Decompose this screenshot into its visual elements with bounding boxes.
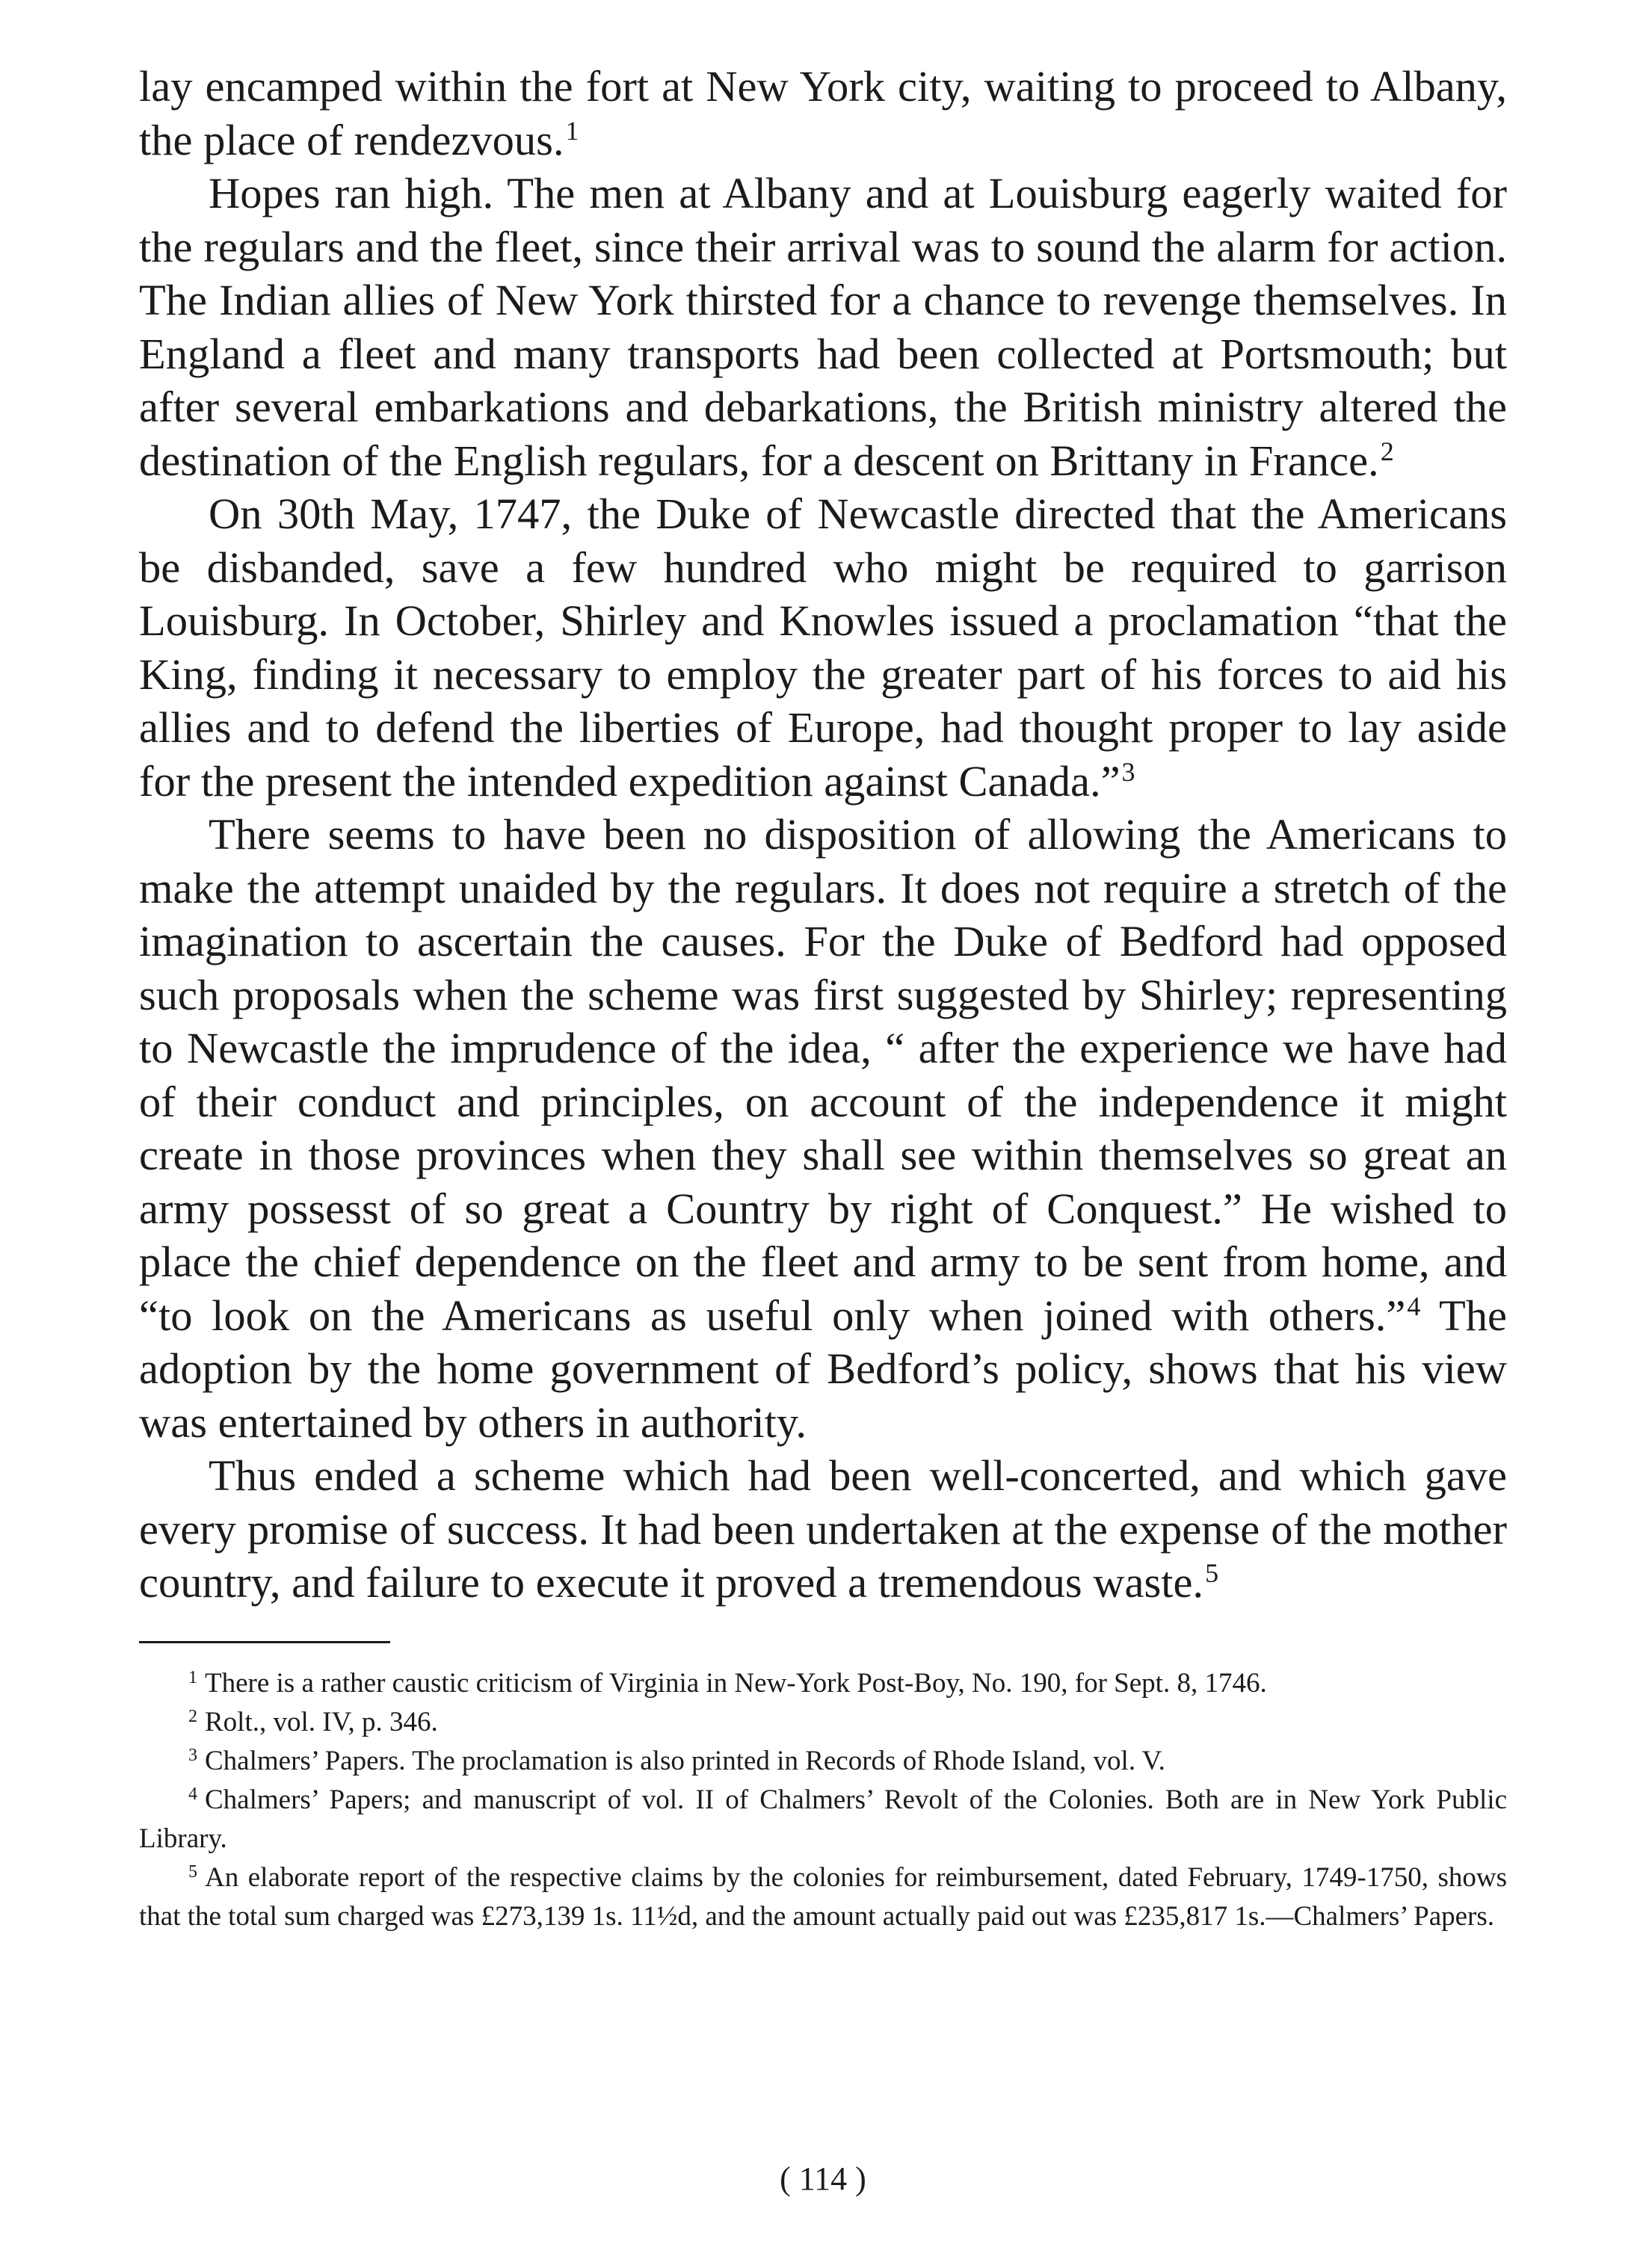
footnote-1 [139,1664,1507,1703]
footnote-4-marker: 4 [188,1784,197,1804]
paragraph-1-text: lay encamped within the fort at New York city, waiting to proceed to Albany, the place of rendezvous. [139,62,1507,164]
paragraph-5 [139,1449,1507,1610]
paragraph-2-text: Hopes ran high. The men at Albany and at Louisburg eagerly waited for the regulars and the fleet, since their arrival was to sound the alarm for action. The Indian allies of New York thirsted for a chance to revenge themselves. In England a fleet and many transports had been collected at Portsmouth; but after several embarkations and debarkations, the British ministry altered the destination of the English regulars, for a descent on Brittany in France. [139,169,1507,485]
paragraph-3-text: On 30th May, 1747, the Duke of Newcastle directed that the Americans be disbanded, save a few hundred who might be required to garrison Louisburg. In October, Shirley and Knowles issued a proclamation “that the King, finding it necessary to employ the greater part of his forces to aid his allies and to defend the liberties of Europe, had thought proper to lay aside for the present the intended expedition against Canada.” [139,489,1507,806]
paragraph-4-continuation: The adoption by the home government of Bedford’s policy, shows that his view was entertained by others in authority. [139,1291,1507,1447]
paragraph-5-text: Thus ended a scheme which had been well-concerted, and which gave every promise of success. It had been undertaken at the expense of the mother country, and failure to execute it proved a tremendous waste. [139,1451,1507,1607]
paragraph-2 [139,167,1507,487]
paragraph-4-text: There seems to have been no disposition of allowing the Americans to make the attempt unaided by the regulars. It does not require a stretch of the imagination to ascertain the causes. For the Duke of Bedford had opposed such proposals when the scheme was first suggested by Shirley; representing to Newcastle the imprudence of the idea, “ after the experience we have had of their conduct and principles, on account of the independence it might create in those provinces when they shall see within themselves so great an army possesst of so great a Country by right of Conquest.” He wished to place the chief dependence on the fleet and army to be sent from home, and “to look on the Americans as useful only when joined with others.” [139,810,1507,1340]
footnote-3-text: Chalmers’ Papers. The proclamation is also printed in Records of Rhode Island, vol. V. [205,1745,1165,1776]
footnote-1-text: There is a rather caustic criticism of Virginia in New-York Post-Boy, No. 190, for Sept. 8, 1746. [205,1667,1267,1699]
footnote-2-marker: 2 [188,1706,197,1726]
paragraph-1 [139,60,1507,167]
footnote-2 [139,1703,1507,1742]
paragraph-3 [139,487,1507,808]
footnote-5-text: An elaborate report of the respective claims by the colonies for reimbursement, dated February, 1749-1750, shows that the total sum charged was £273,139 1s. 11½d, and the amount actually paid out was £235,817 1s.—Chalmers’ Papers. [139,1861,1507,1932]
footnote-4 [139,1781,1507,1858]
footnote-ref-1: 1 [565,115,579,146]
footnote-ref-5: 5 [1205,1558,1219,1588]
footnote-2-text: Rolt., vol. IV, p. 346. [205,1706,438,1737]
footnote-5 [139,1858,1507,1936]
paragraph-4 [139,808,1507,1449]
page-number: ( 114 ) [780,2160,866,2197]
footnote-4-text: Chalmers’ Papers; and manuscript of vol. II of Chalmers’ Revolt of the Colonies. Both are in New York Public Library. [139,1784,1507,1854]
page-body [139,60,1507,1936]
footnote-ref-3: 3 [1121,756,1135,787]
footnote-3-marker: 3 [188,1745,197,1765]
footnote-divider [139,1641,390,1643]
footnote-ref-4: 4 [1407,1291,1421,1321]
footnote-3 [139,1742,1507,1781]
footnote-ref-2: 2 [1380,436,1394,466]
footnote-5-marker: 5 [188,1861,197,1882]
footnote-1-marker: 1 [188,1667,197,1687]
